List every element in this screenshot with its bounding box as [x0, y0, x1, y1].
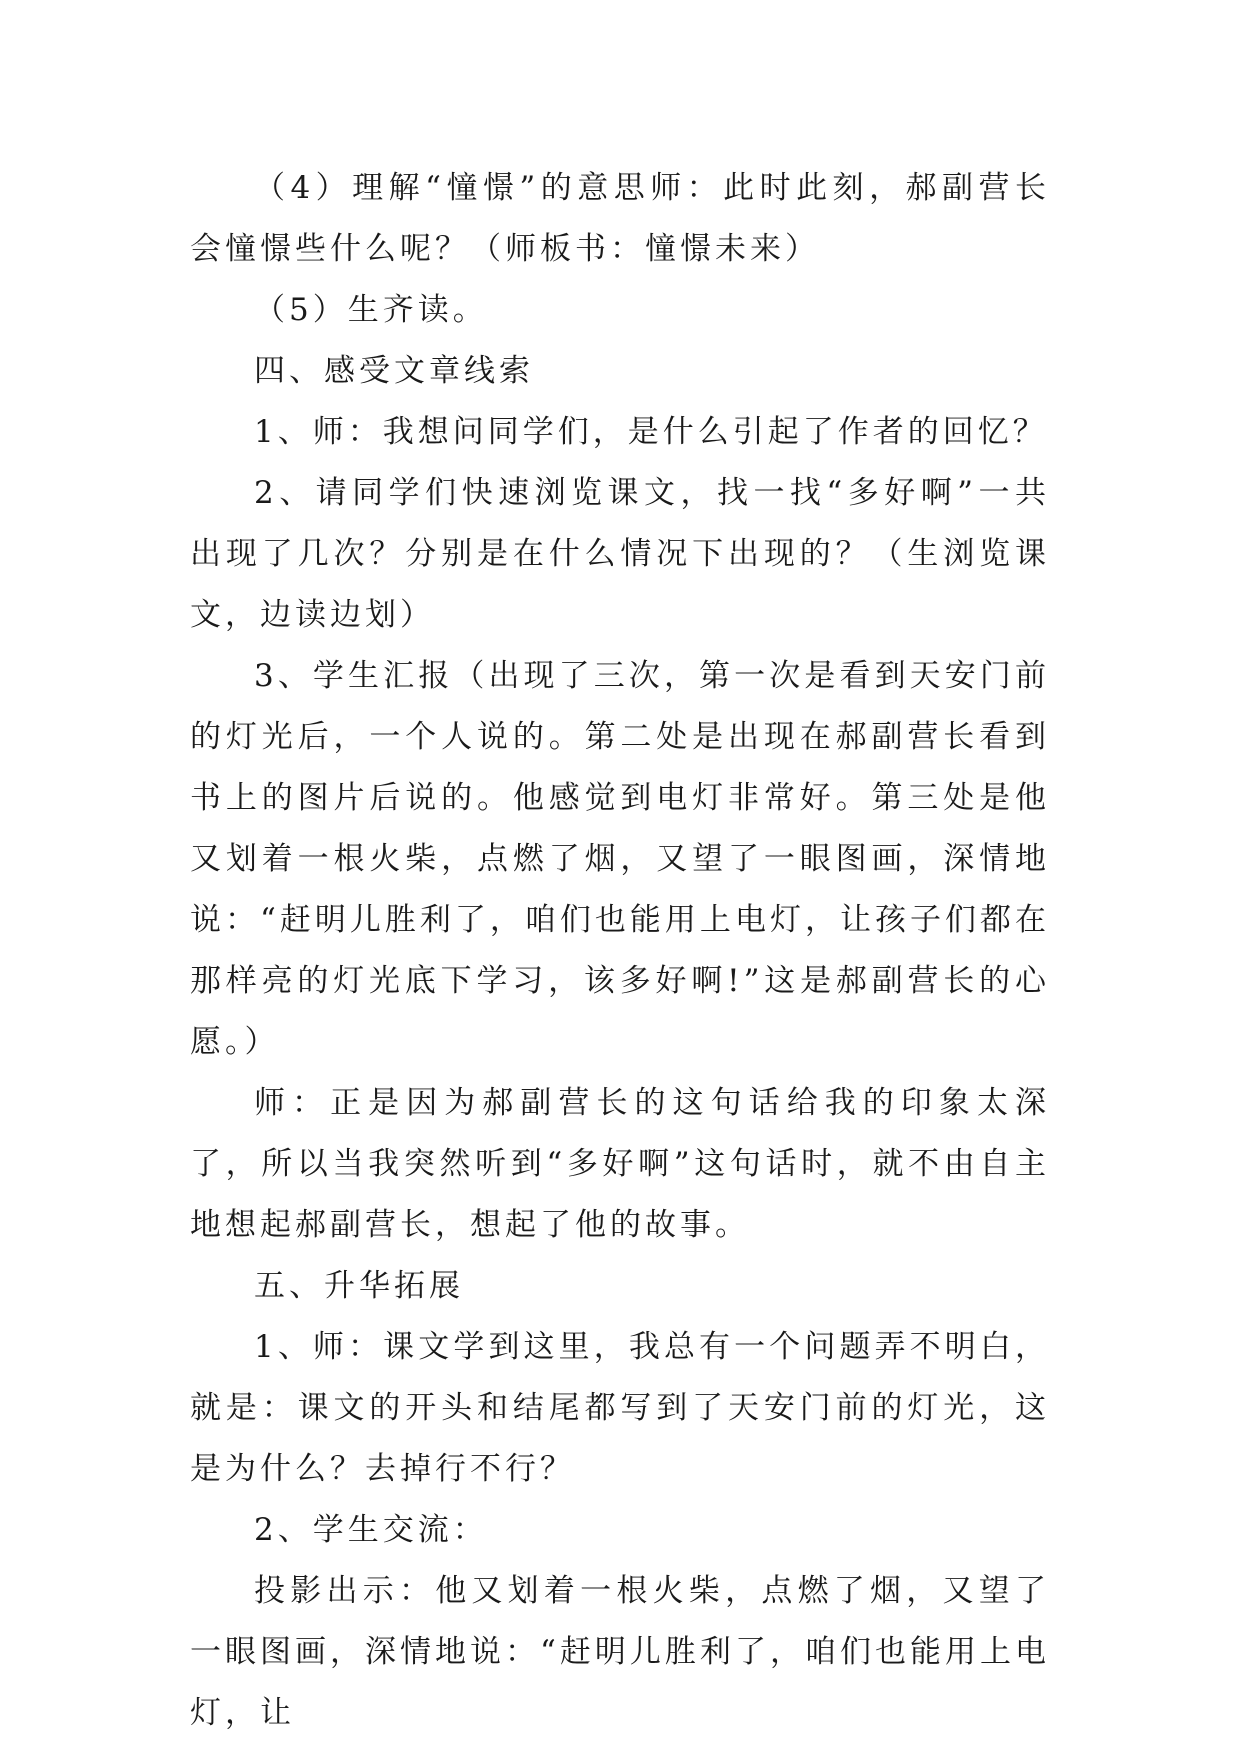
paragraph-read-together: （5）生齐读。 — [254, 292, 488, 328]
paragraph-student-report: 3、学生汇报（出现了三次，第一次是看到天安门前的灯光后，一个人说的。第二处是出现在郝副营长看到书上的图片后说的。他感觉到电灯非常好。第三处是他又划着一根火柴，点燃了烟，又望了一眼图画，深情地说：“赶明儿胜利了，咱们也能用上电灯，让孩子们都在那样亮的灯光底下学习，该多好啊!”这是郝副营长的心愿。） — [190, 658, 1050, 1060]
section-heading-clue: 四、感受文章线索 — [254, 353, 534, 389]
section-heading-extension: 五、升华拓展 — [254, 1268, 464, 1304]
paragraph-student-discussion: 2、学生交流： — [254, 1512, 488, 1548]
paragraph-browse-text: 2、请同学们快速浏览课文，找一找“多好啊”一共出现了几次？分别是在什么情况下出现的？（生浏览课文，边读边划） — [190, 475, 1050, 633]
paragraph-projection: 投影出示：他又划着一根火柴，点燃了烟，又望了一眼图画，深情地说：“赶明儿胜利了，咱们也能用上电灯，让 — [190, 1573, 1050, 1731]
paragraph-opening-ending-question: 1、师：课文学到这里，我总有一个问题弄不明白，就是：课文的开头和结尾都写到了天安门前的灯光，这是为什么？去掉行不行？ — [190, 1329, 1050, 1487]
paragraph-teacher-question: 1、师：我想问同学们，是什么引起了作者的回忆？ — [254, 414, 1048, 450]
paragraph-teacher-explanation: 师：正是因为郝副营长的这句话给我的印象太深了，所以当我突然听到“多好啊”这句话时，就不由自主地想起郝副营长，想起了他的故事。 — [190, 1085, 1050, 1243]
paragraph-understand-longing: （4）理解“憧憬”的意思师：此时此刻，郝副营长会憧憬些什么呢？（师板书：憧憬未来） — [190, 170, 1050, 267]
document-body — [190, 158, 1050, 1744]
